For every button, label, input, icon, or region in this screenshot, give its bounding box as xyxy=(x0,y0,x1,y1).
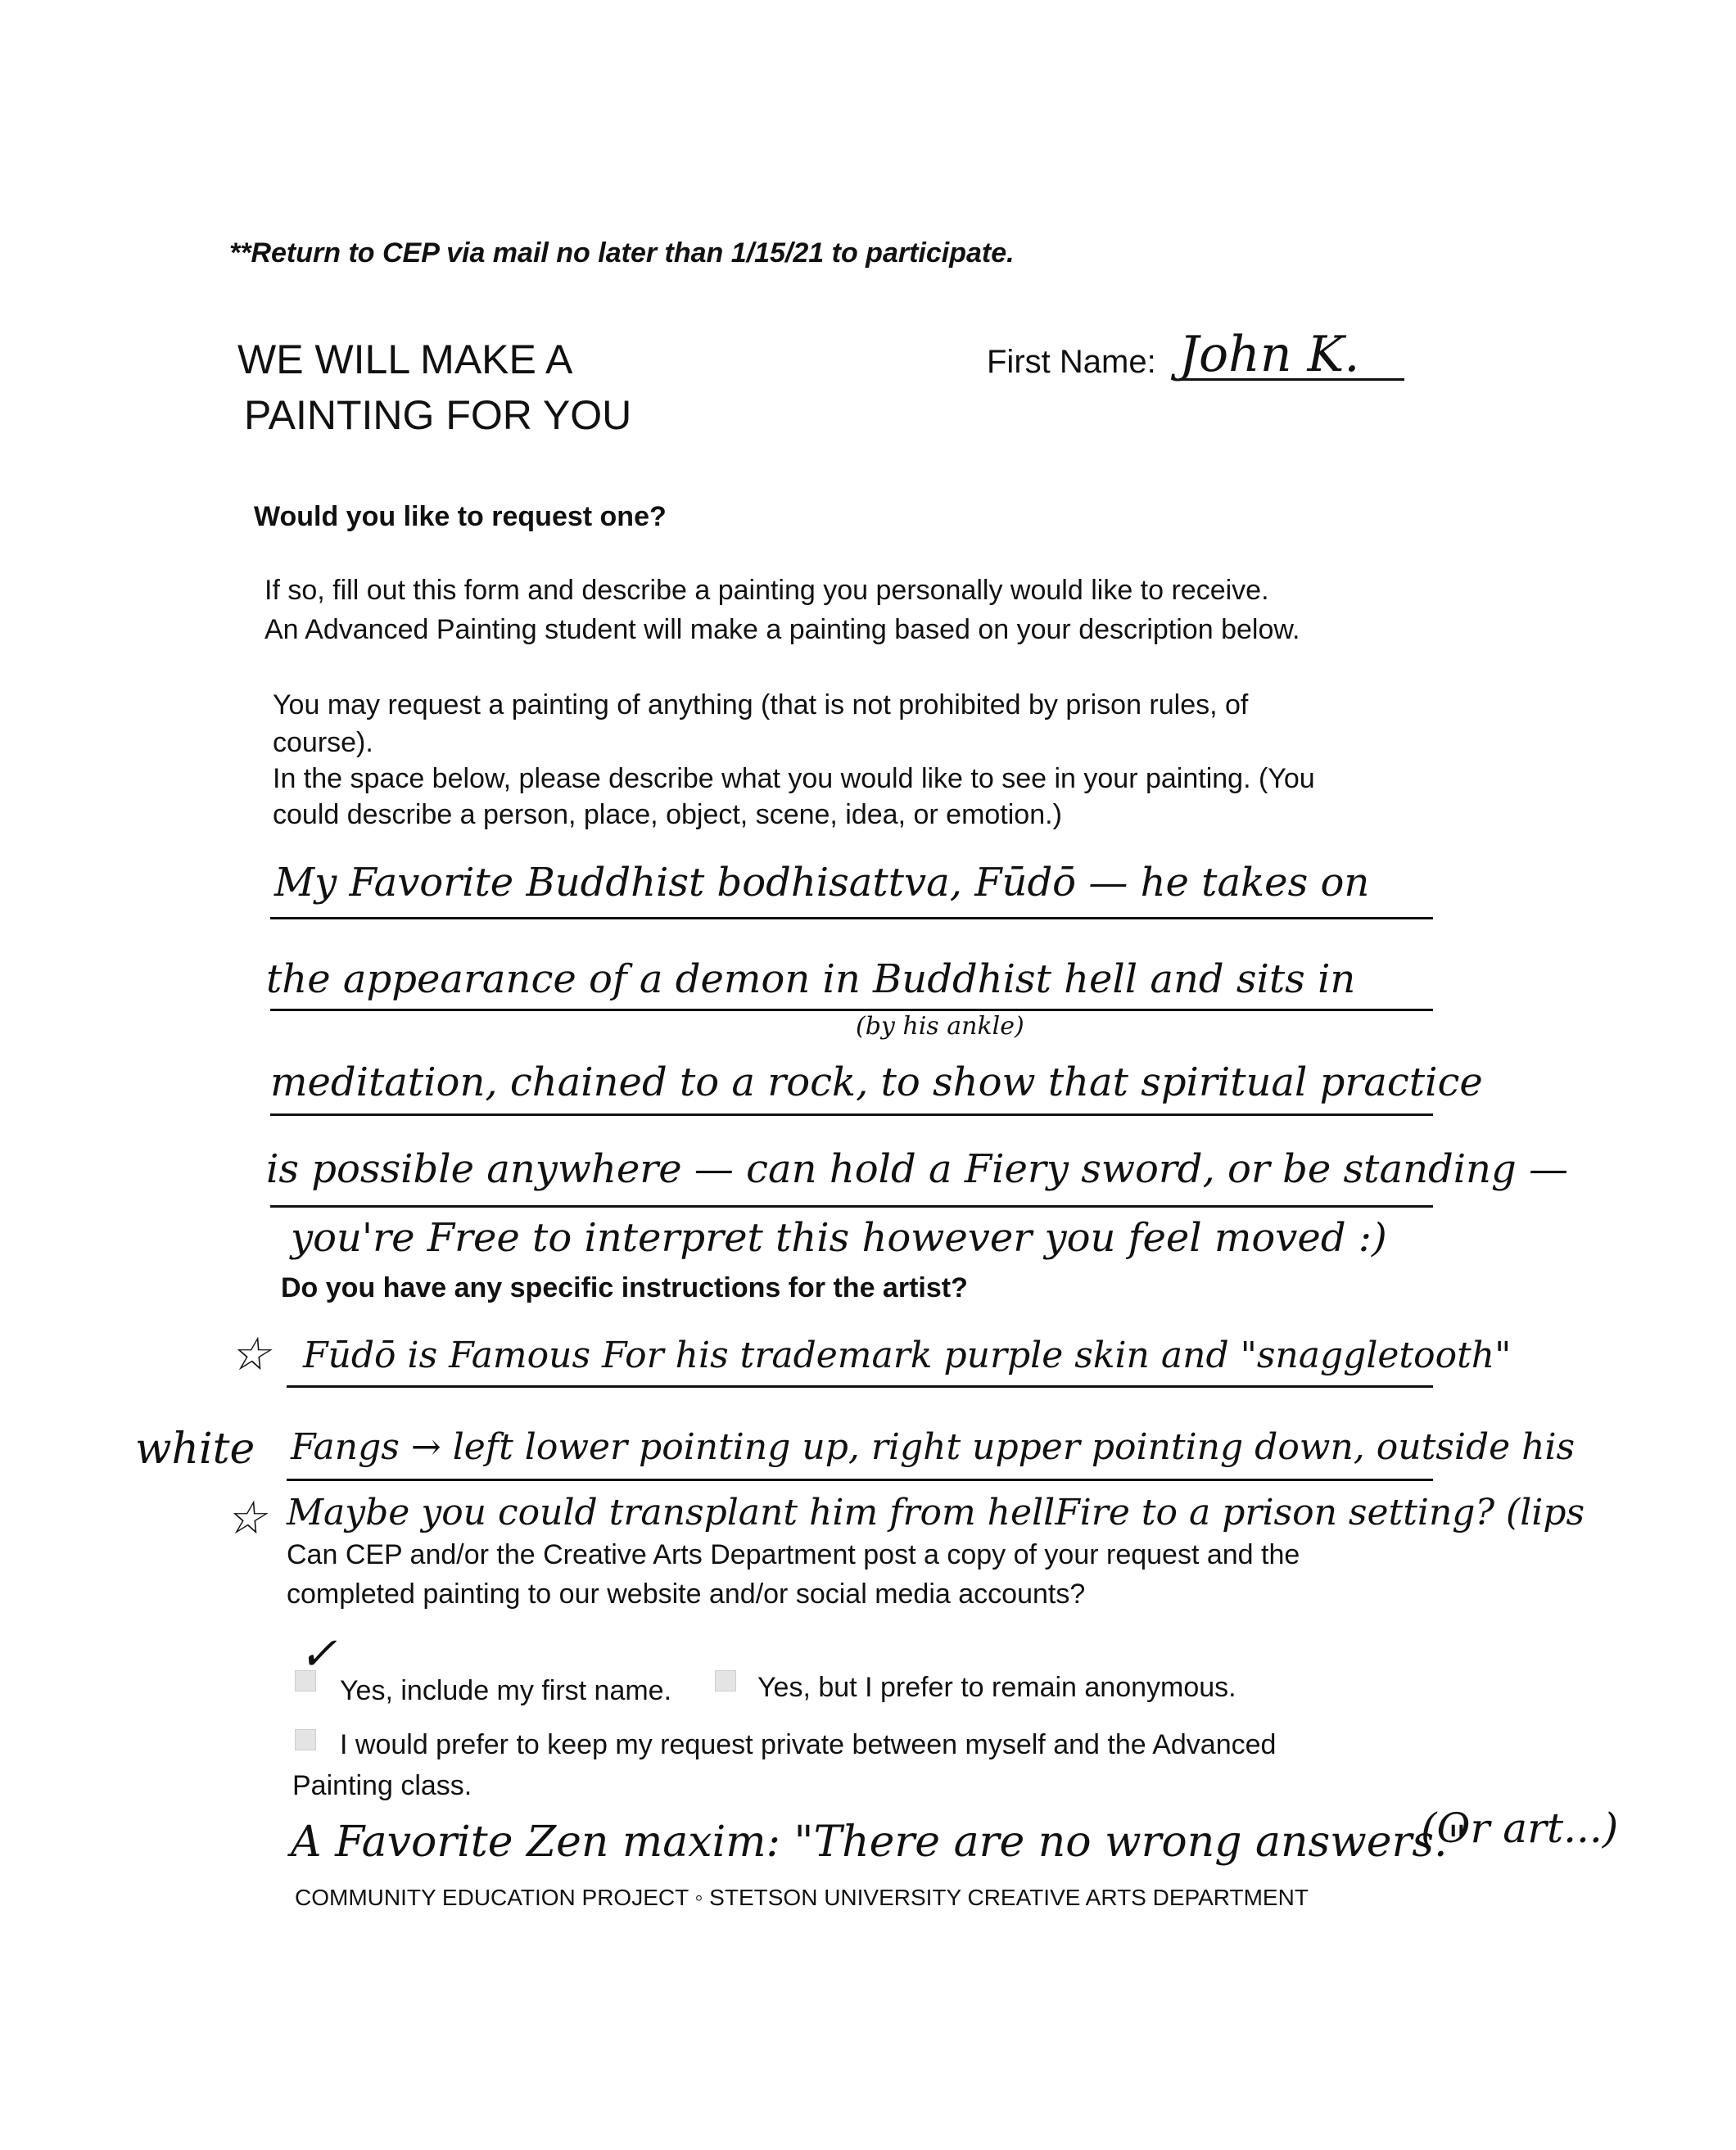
option-private-label: I would prefer to keep my request private between myself and the Advanced xyxy=(340,1729,1277,1760)
description-insert-note: (by his ankle) xyxy=(856,1012,1024,1041)
intro-line-1: If so, fill out this form and describe a painting you personally would like to receive. xyxy=(264,575,1269,606)
instructions-line-1[interactable]: Fūdō is Famous For his trademark purple skin and "snaggletooth" xyxy=(303,1335,1512,1376)
first-name-field[interactable]: John K. xyxy=(1179,326,1360,383)
instructions-line-2[interactable]: Fangs → left lower pointing up, right upper pointing down, outside his xyxy=(291,1426,1576,1468)
request-question: Would you like to request one? xyxy=(254,501,667,532)
checkbox-anonymous[interactable] xyxy=(715,1670,736,1692)
option-anonymous-label: Yes, but I prefer to remain anonymous. xyxy=(757,1672,1236,1703)
option-include-name-label: Yes, include my first name. xyxy=(340,1675,672,1706)
zen-maxim-aside: (Or art...) xyxy=(1421,1804,1619,1852)
star-icon: ☆ xyxy=(229,1328,271,1381)
first-name-label: First Name: xyxy=(987,344,1156,380)
description-line-2[interactable]: the appearance of a demon in Buddhist hell and sits in xyxy=(266,956,1356,1002)
info-line-3: In the space below, please describe what you would like to see in your painting. (You xyxy=(273,763,1315,794)
option-private-label-continued: Painting class. xyxy=(292,1770,472,1801)
description-rule-2 xyxy=(270,1009,1433,1011)
description-rule-4 xyxy=(270,1205,1433,1208)
info-line-2: course). xyxy=(273,727,373,758)
intro-line-2: An Advanced Painting student will make a painting based on your description below. xyxy=(264,614,1300,645)
description-line-3[interactable]: meditation, chained to a rock, to show that spiritual practice xyxy=(270,1059,1483,1105)
form-title-line-2: PAINTING FOR YOU xyxy=(244,392,632,438)
first-name-underline xyxy=(1179,378,1404,381)
description-rule-3 xyxy=(270,1113,1433,1116)
instructions-question: Do you have any specific instructions for the artist? xyxy=(281,1272,968,1303)
instructions-rule-1 xyxy=(287,1385,1433,1388)
permission-question-line-1: Can CEP and/or the Creative Arts Department post a copy of your request and the xyxy=(287,1539,1300,1570)
star-icon: ☆ xyxy=(225,1492,267,1545)
description-line-5[interactable]: you're Free to interpret this however you feel moved :) xyxy=(291,1215,1387,1261)
instructions-rule-2 xyxy=(287,1479,1433,1481)
description-rule-1 xyxy=(270,917,1433,919)
info-line-1: You may request a painting of anything (that is not prohibited by prison rules, of xyxy=(273,689,1249,720)
description-line-1[interactable]: My Favorite Buddhist bodhisattva, Fūdō — he takes on xyxy=(274,860,1370,906)
instructions-margin-note: white xyxy=(135,1425,255,1474)
description-line-4[interactable]: is possible anywhere — can hold a Fiery sword, or be standing — xyxy=(266,1146,1568,1192)
footer-text: COMMUNITY EDUCATION PROJECT ◦ STETSON UNIVERSITY CREATIVE ARTS DEPARTMENT xyxy=(295,1885,1309,1910)
permission-question-line-2: completed painting to our website and/or social media accounts? xyxy=(287,1579,1086,1610)
check-mark-icon: ✓ xyxy=(299,1628,337,1681)
info-line-4: could describe a person, place, object, scene, idea, or emotion.) xyxy=(273,799,1062,830)
form-title-line-1: WE WILL MAKE A xyxy=(237,337,573,382)
checkbox-private[interactable] xyxy=(295,1729,316,1750)
deadline-notice: **Return to CEP via mail no later than 1/15/21 to participate. xyxy=(229,237,1015,269)
instructions-line-3[interactable]: Maybe you could transplant him from hellFire to a prison setting? (lips xyxy=(287,1492,1585,1533)
zen-maxim-note: A Favorite Zen maxim: "There are no wrong answers." xyxy=(291,1818,1467,1867)
